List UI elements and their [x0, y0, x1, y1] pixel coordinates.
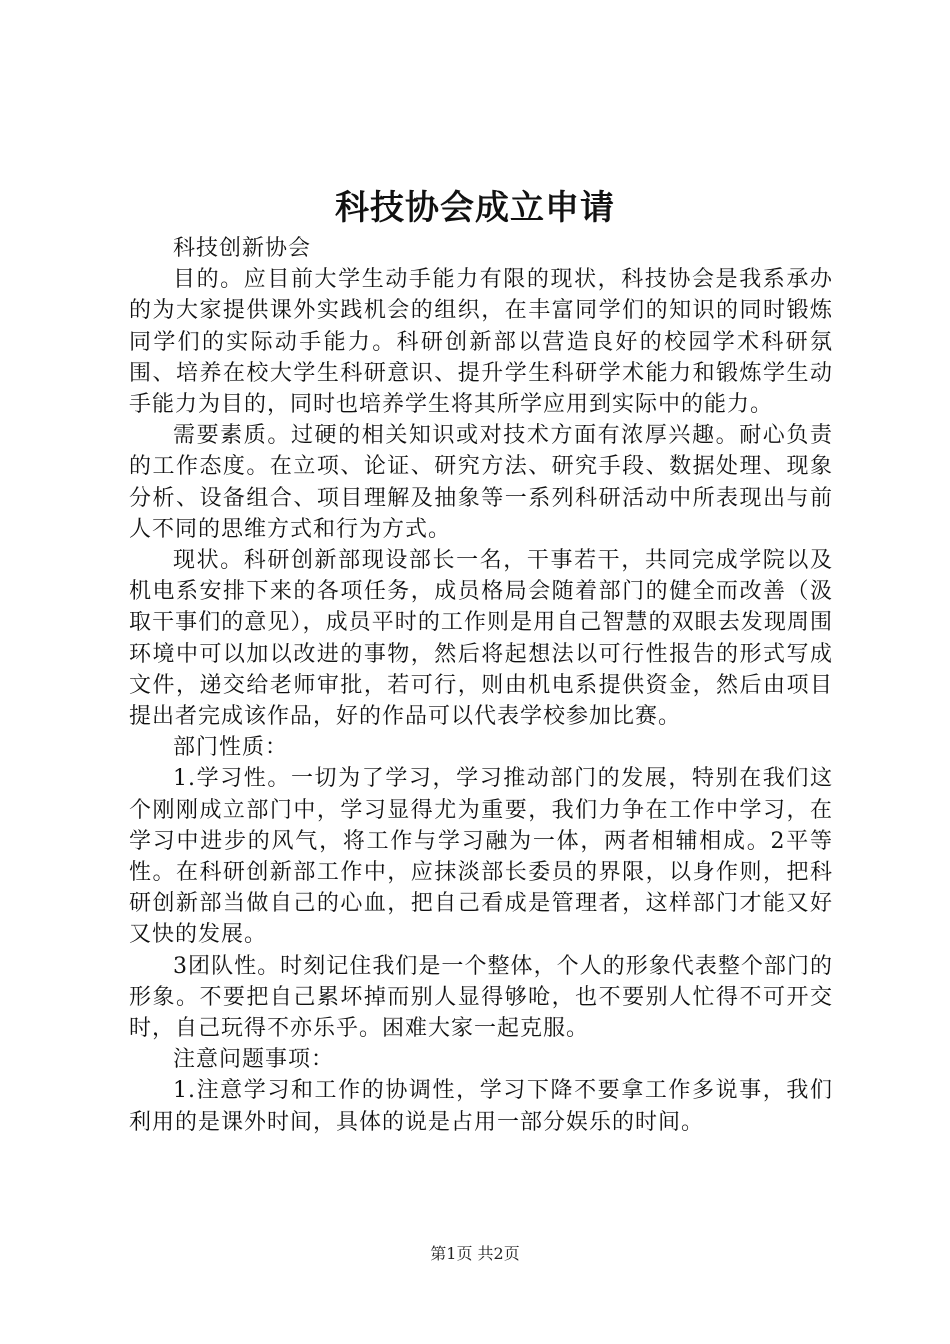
page-number: 第1页 共2页 — [430, 1244, 520, 1263]
paragraph-requirements: 需要素质。过硬的相关知识或对技术方面有浓厚兴趣。耐心负责的工作态度。在立项、论证、研究方法、研究手段、数据处理、现象分析、设备组合、项目理解及抽象等一系列科研活动中所表现出与前人不同的思维方式和行为方式。 — [129, 423, 833, 542]
paragraph-current-status: 现状。科研创新部现设部长一名，干事若干，共同完成学院以及机电系安排下来的各项任务，成员格局会随着部门的健全而改善（汲取干事们的意见），成员平时的工作则是用自己智慧的双眼去发现周围环境中可以加以改进的事物，然后将起想法以可行性报告的形式写成文件，递交给老师审批，若可行，则由机电系提供资金，然后由项目提出者完成该作品，好的作品可以代表学校参加比赛。 — [129, 548, 833, 730]
paragraph-learning-equality: 1.学习性。一切为了学习，学习推动部门的发展，特别在我们这个刚刚成立部门中，学习显得尤为重要，我们力争在工作中学习，在学习中进步的风气，将工作与学习融为一体，两者相辅相成。2平等性。在科研创新部工作中，应抹淡部长委员的界限，以身作则，把科研创新部当做自己的心血，把自己看成是管理者，这样部门才能又好又快的发展。 — [129, 766, 833, 948]
paragraph-association-name: 科技创新协会 — [173, 236, 312, 261]
paragraph-department-nature-heading: 部门性质： — [173, 735, 289, 761]
paragraph-teamwork: 3团队性。时刻记住我们是一个整体，个人的形象代表整个部门的形象。不要把自己累坏掉而别人显得够呛，也不要别人忙得不可开交时，自己玩得不亦乐乎。困难大家一起克服。 — [129, 953, 833, 1042]
paragraph-note-1: 1.注意学习和工作的协调性，学习下降不要拿工作多说事，我们利用的是课外时间，具体的说是占用一部分娱乐的时间。 — [129, 1078, 833, 1135]
document-body — [129, 233, 833, 1138]
paragraph-notes-heading: 注意问题事项： — [173, 1047, 335, 1073]
document-title: 科技协会成立申请 — [335, 188, 615, 228]
paragraph-purpose: 目的。应目前大学生动手能力有限的现状，科技协会是我系承办的为大家提供课外实践机会的组织，在丰富同学们的知识的同时锻炼同学们的实际动手能力。科研创新部以营造良好的校园学术科研氛围、培养在校大学生科研意识、提升学生科研学术能力和锻炼学生动手能力为目的，同时也培养学生将其所学应用到实际中的能力。 — [129, 267, 833, 418]
